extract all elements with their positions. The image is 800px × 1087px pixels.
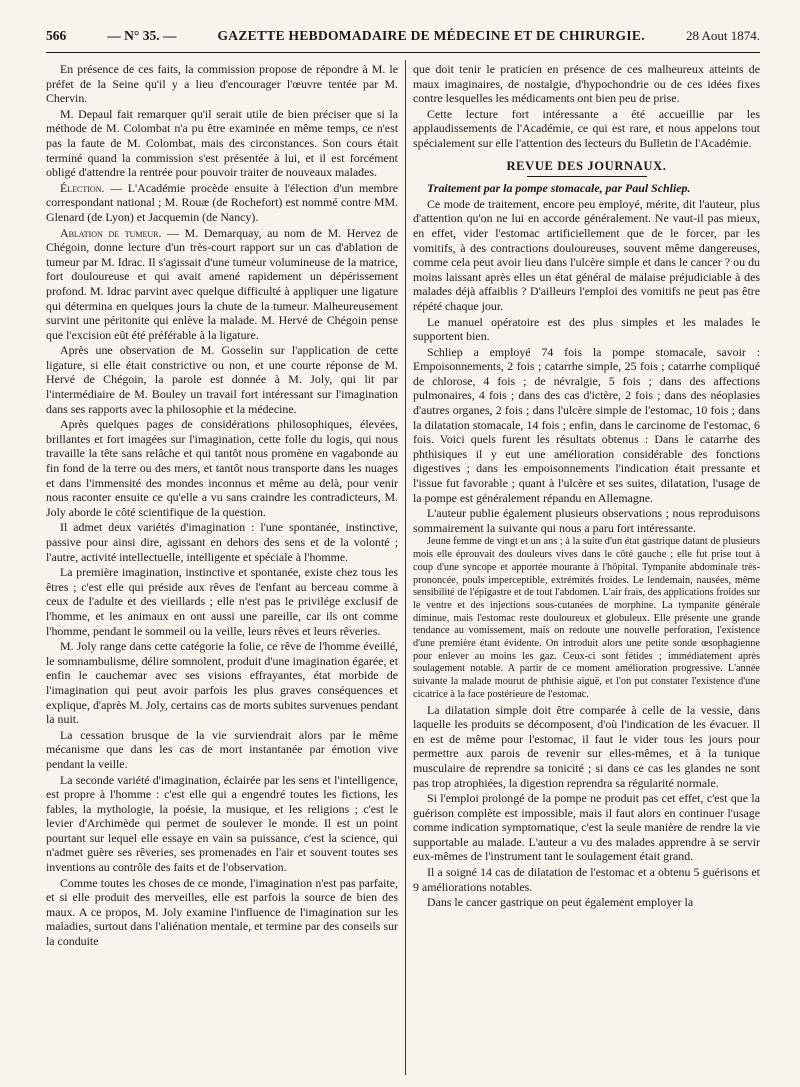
page-header [46, 28, 760, 50]
left-column [46, 62, 398, 1077]
paragraph: Si l'emploi prolongé de la pompe ne produit pas cet effet, c'est que la guérison complète est impossible, mais il faut alors en continuer l'usage comme indication symptomatique, c'est la seule manière de rendre la vie supportable au malade. L'auteur a vu des malades apprendre à se servir eux-mêmes de l'instrument tant le soulagement était grand. [413, 791, 760, 864]
header-rule [46, 52, 760, 53]
journal-title: GAZETTE HEBDOMADAIRE DE MÉDECINE ET DE CHIRURGIE. [217, 28, 645, 43]
paragraph-lead: Élection. [60, 180, 105, 195]
paragraph: La cessation brusque de la vie surviendrait alors par le même mécanisme que dans les cas de mort instantanée par émotion vive pendant la veille. [46, 727, 398, 771]
paragraph: La dilatation simple doit être comparée à celle de la vessie, dans laquelle les produits se décomposent, d'où l'indication de les évacuer. Il en est de même pour l'estomac, il faut le vider tous les jours pour permettre aux parois de revenir sur elles-mêmes, et à la tunique musculaire de reprendre sa tonicité ; si dans ce cas les glandes ne sont pas trop atrophiées, la digestion reprendra sa régularité normale. [413, 702, 760, 790]
paragraph-body: — L'Académie procède ensuite à l'élection d'un membre correspondant national ; M. Rouæ (de Rochefort) est nommé contre MM. Glenard (de Lyon) et Jacquemin (de Nancy). [46, 180, 398, 224]
page-number: 566 [46, 28, 67, 43]
paragraph-election [46, 181, 398, 225]
paragraph: Il a soigné 14 cas de dilatation de l'estomac et a obtenu 5 guérisons et 9 améliorations notables. [413, 865, 760, 894]
paragraph-lead: Ablation de tumeur. [60, 225, 162, 240]
paragraph: Il admet deux variétés d'imagination : l'une spontanée, instinctive, passive pour ainsi dire, agissant en dehors des sens et de la volonté ; l'autre, activité intellectuelle, intelligente et spéciale à l'homme. [46, 520, 398, 564]
paragraph-ablation [46, 226, 398, 343]
paragraph: Ce mode de traitement, encore peu employé, mérite, dit l'auteur, plus d'attention qu'on ne lui en accorde généralement. Ne vaut-il pas mieux, en effet, vider l'estomac artificiellement que de le forcer, par les vomitifs, à des contractions douloureuses, souvent même dangereuses, comme cela peut avoir lieu dans l'ulcère simple et dans le cancer ? ou du moins laissant après elles un état général de malaise préjudiciable à des malades déjà affaiblis ? D'ailleurs l'emploi des vomitifs ne peut pas être répété chaque jour. [413, 196, 760, 313]
section-heading: REVUE DES JOURNAUX. [506, 158, 667, 173]
observation-text: Jeune femme de vingt et un ans ; à la suite d'un état gastrique datant de plusieurs mois elle éprouvait des douleurs vives dans le côté gauche ; elle fut prise tout à coup d'une syncope et apportée mourante à l'hôpital. Tympanite abdominale très-prononcée, pouls imperceptible, extrémités froides. Le lendemain, nausées, même sensibilité de l'épigastre et de tout l'abdomen. L'air frais, des applications froides sur le ventre et des injections sous-cutanées de morphine. La tympanite générale diminue, mais l'estomac reste douloureux et globuleux. Elle présente une grande tendance au vomissement, mais on redoute une nouvelle perforation, l'existence d'une première étant évidente. On introduit alors une petite sonde œsophagienne pour enlever au moins les gaz. Ceux-ci sont fétides ; immédiatement après soulagement notable. A partir de ce moment amélioration progressive. L'année suivante la malade mourut de phthisie aiguë, et l'on put constater l'existence d'une cicatrice à la face postérieure de l'estomac. [413, 536, 760, 700]
heading-rule [527, 176, 647, 177]
paragraph: que doit tenir le praticien en présence de ces malheureux atteints de maux imaginaires, de nostalgie, d'hypochondrie ou de ces idées fixes contre lesquelles les médicaments ont bien peu de prise. [413, 62, 760, 106]
paragraph: M. Joly range dans cette catégorie la folie, ce rêve de l'homme éveillé, le somnambulisme, délire somnolent, produit d'une imagination égarée, et enfin le cauchemar avec ses visions effrayantes, état morbide de l'imagination qui peut avoir parfois les plus graves conséquences et explique, d'après M. Joly, certains cas de morts subites survenues pendant la nuit. [46, 639, 398, 727]
paragraph: M. Depaul fait remarquer qu'il serait utile de bien préciser que si la méthode de M. Colombat n'a pu être examinée en même temps, ce n'est pas la faute de M. Colombat, mais des circonstances. Son cours était terminé quand la commission s'est présentée à lui, et il est forcément obligé d'attendre la rentrée pour pouvoir traiter de nouveaux malades. [46, 106, 398, 180]
issue-number: — N° 35. — [107, 28, 177, 43]
article-subheading: Traitement par la pompe stomacale, par Paul Schliep. [427, 181, 691, 196]
right-column [413, 62, 760, 1077]
paragraph: Après une observation de M. Gosselin sur l'application de cette ligature, si elle était constrictive ou non, et une courte réponse de M. Hervé de Chégoin, la parole est donnée à M. Joly, qui lit par l'intermédiaire de M. Bouley un travail fort intéressant sur l'imagination dans ses rapports avec la philosophie et la médecine. [46, 343, 398, 416]
paragraph: L'auteur publie également plusieurs observations ; nous reproduisons sommairement la suivante qui nous a paru fort intéressante. [413, 506, 760, 535]
paragraph: Le manuel opératoire est des plus simples et les malades le supportent bien. [413, 314, 760, 344]
paragraph: Après quelques pages de considérations philosophiques, élevées, brillantes et fort imagées sur l'imagination, cette folle du logis, qui nous travaille la tête sans relâche et qui tantôt nous promène en vagabonde au fin fond de la terre ou des mers, et tantôt nous transporte dans les nuages et dans l'immensité des mondes inconnus et même au delà, pour venir nous raconter ensuite ce qu'elle a vu sans craindre les contradicteurs, M. Joly aborde le côté scientifique de la question. [46, 417, 398, 519]
column-separator [405, 60, 406, 1075]
paragraph: Dans le cancer gastrique on peut également employer la [427, 895, 694, 910]
paragraph: La seconde variété d'imagination, éclairée par les sens et l'intelligence, est propre à l'homme : c'est elle qui a engendré toutes les fictions, les fables, la mythologie, la poésie, la musique, et les religions ; c'est le levier d'Archimède qui permet de soulever le monde. Il est un point pourtant sur lequel elle essaye en vain sa puissance, c'est la science, qui n'admet guère ses rêveries, ses promenades en l'air et souvent toutes ses inventions au contrôle des faits et de l'observation. [46, 772, 398, 875]
paragraph: Cette lecture fort intéressante a été accueillie par les applaudissements de l'Académie, ce qui est rare, et nous appelons tout spécialement sur elle l'attention des lecteurs du Bulletin de l'Académie. [413, 106, 760, 150]
paragraph: Schliep a employé 74 fois la pompe stomacale, savoir : Empoisonnements, 2 fois ; catarrhe simple, 25 fois ; catarrhe compliqué de chlorose, 4 fois ; de névralgie, 5 fois ; dans des affections pulmonaires, 4 fois ; dans des cas d'ictère, 2 fois ; dans des néoplasies d'autres organes, 2 fois ; dans l'ulcère simple de l'estomac, 10 fois ; dans la dilatation stomacale, 14 fois ; enfin, dans le carcinome de l'estomac, 6 fois. Voici quels furent les résultats obtenus : Dans le catarrhe des phthisiques il y eut une amélioration considérable des fonctions digestives ; dans les empoisonnements l'indication était pressante et l'issue fut favorable ; quant à l'ulcère et ses suites, dilatation, l'usage de la pompe est généralement répandu en Allemagne. [413, 344, 760, 505]
paragraph: Comme toutes les choses de ce monde, l'imagination n'est pas parfaite, et si elle produit des merveilles, elle est parfois la source de bien des maux. A ce propos, M. Joly examine l'influence de l'imagination sur les maladies, surtout dans l'aliénation mentale, et termine par des conseils sur la conduite [46, 875, 398, 949]
issue-date: 28 Aout 1874. [685, 28, 760, 43]
paragraph: La première imagination, instinctive et spontanée, existe chez tous les êtres ; c'est elle qui préside aux rêves de l'enfant au berceau comme à ceux de l'adulte et des vieillards ; elle n'est pas le privilége exclusif de l'homme, et les animaux en ont aussi une pareille, car ils ont comme l'homme, pendant le sommeil ou la veille, leurs rêves et leurs rêveries. [46, 565, 398, 638]
paragraph: En présence de ces faits, la commission propose de répondre à M. le préfet de la Seine qu'il y a lieu d'encourager l'œuvre tentée par M. Chervin. [46, 62, 398, 106]
paragraph-body: — M. Demarquay, au nom de M. Hervez de Chégoin, donne lecture d'un très-court rapport sur un cas d'ablation de tumeur par M. Idrac. Il s'agissait d'une tumeur volumineuse de la matrice, fort douloureuse et qui avait amené rapidement un dépérissement profond. M. Idrac parvint avec quelque difficulté à appliquer une ligature qui détermina en quelques jours la chute de la tumeur. Malheureusement survint une péritonite qui enlève la malade. M. Hervé de Chégoin pense que l'excision eût été préférable à la ligature. [46, 225, 398, 342]
